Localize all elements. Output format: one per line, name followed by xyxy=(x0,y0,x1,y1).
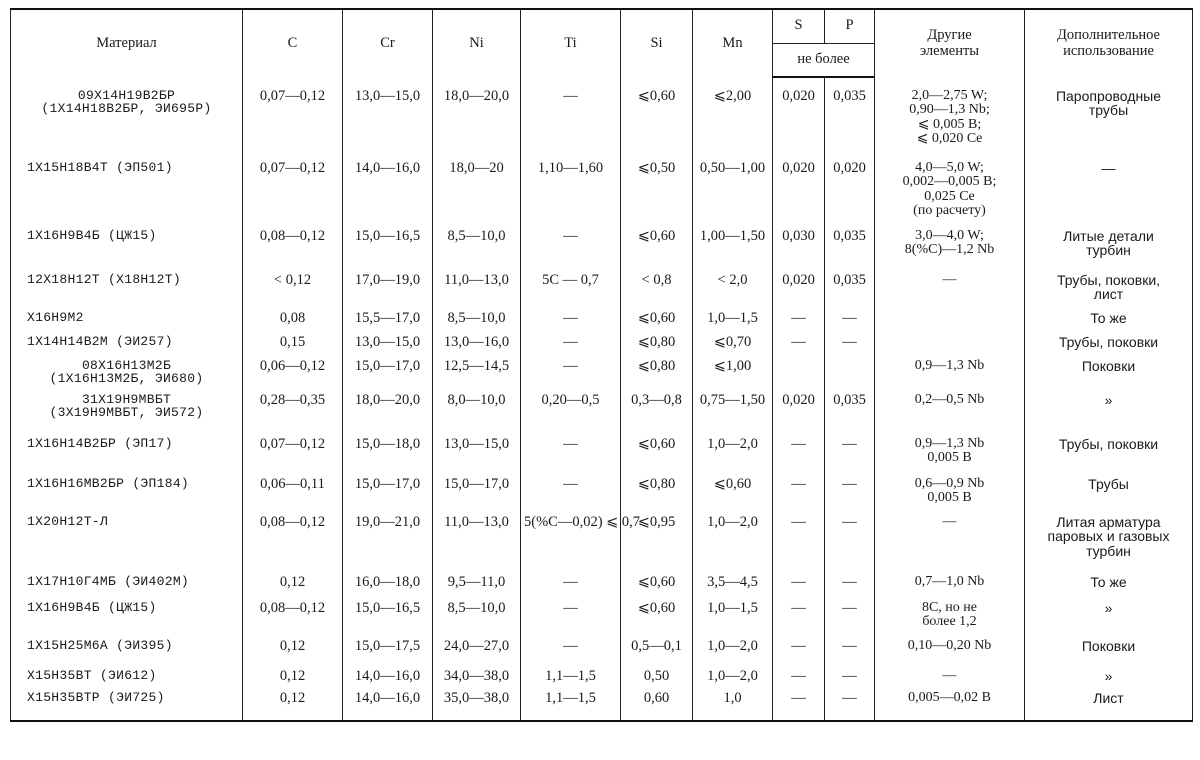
cell-c: 0,12 xyxy=(243,639,343,669)
cell-s: — xyxy=(773,669,825,691)
cell-p: 0,035 xyxy=(825,273,875,311)
cell-c: 0,07—0,12 xyxy=(243,161,343,229)
cell-mn: 1,0—1,5 xyxy=(693,601,773,639)
steel-composition-table-container xyxy=(10,8,1192,742)
cell-cr: 15,0—16,5 xyxy=(343,229,433,273)
cell-mn: 0,75—1,50 xyxy=(693,393,773,437)
cell-s: — xyxy=(773,311,825,335)
cell-material: 1Х15Н25М6А (ЭИ395) xyxy=(11,639,243,669)
cell-material: Х16Н9М2 xyxy=(11,311,243,335)
cell-s: 0,030 xyxy=(773,229,825,273)
cell-c: 0,15 xyxy=(243,335,343,359)
cell-p: — xyxy=(825,639,875,669)
cell-mn: ⩽1,00 xyxy=(693,359,773,393)
cell-additional-use: » xyxy=(1025,669,1193,691)
cell-p: — xyxy=(825,669,875,691)
cell-si: 0,5—0,1 xyxy=(621,639,693,669)
cell-additional-use: Литые детали турбин xyxy=(1025,229,1193,273)
cell-material: Х15Н35ВТ (ЭИ612) xyxy=(11,669,243,691)
cell-si: 0,60 xyxy=(621,691,693,721)
cell-cr: 15,0—17,0 xyxy=(343,477,433,515)
cell-ni: 24,0—27,0 xyxy=(433,639,521,669)
cell-c: 0,08—0,12 xyxy=(243,601,343,639)
cell-ni: 9,5—11,0 xyxy=(433,575,521,601)
cell-cr: 19,0—21,0 xyxy=(343,515,433,575)
cell-material: 1Х17Н10Г4МБ (ЭИ402М) xyxy=(11,575,243,601)
cell-p: 0,035 xyxy=(825,229,875,273)
cell-other-elements: 0,7—1,0 Nb xyxy=(875,575,1025,601)
cell-c: 0,07—0,12 xyxy=(243,89,343,161)
cell-other-elements: 0,005—0,02 B xyxy=(875,691,1025,721)
cell-cr: 14,0—16,0 xyxy=(343,161,433,229)
cell-other-elements: 8C, но не более 1,2 xyxy=(875,601,1025,639)
spacer-row xyxy=(11,77,1193,89)
table-row xyxy=(11,437,1193,477)
cell-ti: 5(%C—0,02) ⩽ 0,7 xyxy=(521,515,621,575)
cell-cr: 14,0—16,0 xyxy=(343,669,433,691)
cell-si: ⩽0,50 xyxy=(621,161,693,229)
cell-s: — xyxy=(773,601,825,639)
cell-cr: 16,0—18,0 xyxy=(343,575,433,601)
header-cr: Cr xyxy=(343,9,433,77)
cell-additional-use: То же xyxy=(1025,311,1193,335)
cell-ni: 18,0—20 xyxy=(433,161,521,229)
table-row xyxy=(11,311,1193,335)
cell-ti: — xyxy=(521,437,621,477)
table-row xyxy=(11,515,1193,575)
cell-additional-use: Поковки xyxy=(1025,639,1193,669)
cell-cr: 15,5—17,0 xyxy=(343,311,433,335)
cell-ni: 13,0—16,0 xyxy=(433,335,521,359)
cell-ti: 1,1—1,5 xyxy=(521,691,621,721)
cell-mn: 1,0—1,5 xyxy=(693,311,773,335)
cell-material: 1Х16Н9В4Б (ЦЖ15) xyxy=(11,601,243,639)
cell-ni: 8,0—10,0 xyxy=(433,393,521,437)
cell-material: 31Х19Н9МВБТ (3Х19Н9МВБТ, ЭИ572) xyxy=(11,393,243,437)
cell-si: ⩽0,60 xyxy=(621,89,693,161)
cell-s: — xyxy=(773,477,825,515)
table-row xyxy=(11,335,1193,359)
cell-si: ⩽0,80 xyxy=(621,477,693,515)
cell-other-elements: 0,6—0,9 Nb 0,005 B xyxy=(875,477,1025,515)
cell-ti: — xyxy=(521,575,621,601)
cell-c: < 0,12 xyxy=(243,273,343,311)
cell-mn: 1,0—2,0 xyxy=(693,437,773,477)
cell-ti: — xyxy=(521,601,621,639)
cell-material: 09Х14Н19В2БР (1Х14Н18В2БР, ЭИ695Р) xyxy=(11,89,243,161)
cell-mn: 0,50—1,00 xyxy=(693,161,773,229)
cell-other-elements: 0,9—1,3 Nb 0,005 B xyxy=(875,437,1025,477)
cell-ni: 18,0—20,0 xyxy=(433,89,521,161)
cell-s: — xyxy=(773,515,825,575)
cell-s: — xyxy=(773,335,825,359)
cell-ni: 8,5—10,0 xyxy=(433,311,521,335)
cell-other-elements: 2,0—2,75 W; 0,90—1,3 Nb; ⩽ 0,005 B; ⩽ 0,020 Ce xyxy=(875,89,1025,161)
cell-ti: — xyxy=(521,477,621,515)
table-row xyxy=(11,601,1193,639)
table-row xyxy=(11,359,1193,393)
table-row xyxy=(11,229,1193,273)
cell-s: 0,020 xyxy=(773,161,825,229)
cell-si: ⩽0,60 xyxy=(621,575,693,601)
cell-s: 0,020 xyxy=(773,89,825,161)
cell-mn: < 2,0 xyxy=(693,273,773,311)
cell-si: ⩽0,60 xyxy=(621,601,693,639)
cell-additional-use: Трубы, поковки, лист xyxy=(1025,273,1193,311)
cell-p: — xyxy=(825,515,875,575)
cell-material: 08Х16Н13М2Б (1Х16Н13М2Б, ЭИ680) xyxy=(11,359,243,393)
table-row xyxy=(11,669,1193,691)
cell-ni: 35,0—38,0 xyxy=(433,691,521,721)
cell-c: 0,12 xyxy=(243,669,343,691)
cell-other-elements: 0,2—0,5 Nb xyxy=(875,393,1025,437)
cell-ni: 11,0—13,0 xyxy=(433,273,521,311)
cell-other-elements: 3,0—4,0 W; 8(%C)—1,2 Nb xyxy=(875,229,1025,273)
cell-ti: 5C — 0,7 xyxy=(521,273,621,311)
header-si: Si xyxy=(621,9,693,77)
header-c: C xyxy=(243,9,343,77)
table-row xyxy=(11,639,1193,669)
header-s-p-subtitle: не более xyxy=(773,43,875,77)
header-s: S xyxy=(773,9,825,43)
cell-s: 0,020 xyxy=(773,393,825,437)
cell-c: 0,08 xyxy=(243,311,343,335)
steel-composition-table xyxy=(10,8,1193,722)
cell-additional-use: Трубы xyxy=(1025,477,1193,515)
cell-s xyxy=(773,359,825,393)
cell-p: 0,035 xyxy=(825,89,875,161)
cell-p: 0,035 xyxy=(825,393,875,437)
cell-ni: 11,0—13,0 xyxy=(433,515,521,575)
cell-si: 0,3—0,8 xyxy=(621,393,693,437)
cell-additional-use: » xyxy=(1025,601,1193,639)
table-row xyxy=(11,89,1193,161)
cell-mn: ⩽0,60 xyxy=(693,477,773,515)
cell-p xyxy=(825,359,875,393)
cell-additional-use: — xyxy=(1025,161,1193,229)
cell-p: 0,020 xyxy=(825,161,875,229)
cell-p: — xyxy=(825,691,875,721)
cell-additional-use: Поковки xyxy=(1025,359,1193,393)
cell-mn: 1,0—2,0 xyxy=(693,639,773,669)
cell-ti: — xyxy=(521,639,621,669)
cell-c: 0,06—0,11 xyxy=(243,477,343,515)
cell-additional-use: Литая арматура паровых и газовых турбин xyxy=(1025,515,1193,575)
cell-s: — xyxy=(773,437,825,477)
cell-cr: 14,0—16,0 xyxy=(343,691,433,721)
cell-material: 1Х15Н18В4Т (ЭП501) xyxy=(11,161,243,229)
cell-ni: 8,5—10,0 xyxy=(433,229,521,273)
header-p: P xyxy=(825,9,875,43)
table-row xyxy=(11,575,1193,601)
cell-mn: 1,0—2,0 xyxy=(693,669,773,691)
cell-c: 0,08—0,12 xyxy=(243,515,343,575)
cell-c: 0,12 xyxy=(243,575,343,601)
cell-additional-use: » xyxy=(1025,393,1193,437)
cell-material: 1Х16Н16МВ2БР (ЭП184) xyxy=(11,477,243,515)
cell-p: — xyxy=(825,601,875,639)
cell-cr: 17,0—19,0 xyxy=(343,273,433,311)
cell-s: — xyxy=(773,575,825,601)
cell-cr: 15,0—16,5 xyxy=(343,601,433,639)
cell-s: — xyxy=(773,691,825,721)
cell-other-elements: 4,0—5,0 W; 0,002—0,005 B; 0,025 Ce (по расчету) xyxy=(875,161,1025,229)
cell-si: ⩽0,60 xyxy=(621,311,693,335)
cell-ti: — xyxy=(521,229,621,273)
cell-ni: 12,5—14,5 xyxy=(433,359,521,393)
cell-mn: 1,0—2,0 xyxy=(693,515,773,575)
cell-material: 1Х16Н9В4Б (ЦЖ15) xyxy=(11,229,243,273)
cell-additional-use: Лист xyxy=(1025,691,1193,721)
cell-material: 1Х14Н14В2М (ЭИ257) xyxy=(11,335,243,359)
cell-s: — xyxy=(773,639,825,669)
cell-material: 12Х18Н12Т (Х18Н12Т) xyxy=(11,273,243,311)
cell-p: — xyxy=(825,575,875,601)
cell-si: ⩽0,95 xyxy=(621,515,693,575)
cell-si: ⩽0,60 xyxy=(621,229,693,273)
cell-p: — xyxy=(825,437,875,477)
table-row xyxy=(11,477,1193,515)
cell-cr: 13,0—15,0 xyxy=(343,89,433,161)
header-additional-use: Дополнительное использование xyxy=(1025,9,1193,77)
cell-si: ⩽0,80 xyxy=(621,335,693,359)
cell-mn: 3,5—4,5 xyxy=(693,575,773,601)
table-body xyxy=(11,77,1193,721)
cell-material: 1Х20Н12Т-Л xyxy=(11,515,243,575)
cell-cr: 13,0—15,0 xyxy=(343,335,433,359)
cell-other-elements: 0,9—1,3 Nb xyxy=(875,359,1025,393)
cell-other-elements xyxy=(875,335,1025,359)
cell-ni: 15,0—17,0 xyxy=(433,477,521,515)
cell-mn: 1,0 xyxy=(693,691,773,721)
cell-cr: 15,0—17,0 xyxy=(343,359,433,393)
cell-c: 0,07—0,12 xyxy=(243,437,343,477)
cell-ti: — xyxy=(521,359,621,393)
cell-material: Х15Н35ВТР (ЭИ725) xyxy=(11,691,243,721)
cell-other-elements: — xyxy=(875,515,1025,575)
cell-c: 0,08—0,12 xyxy=(243,229,343,273)
cell-c: 0,28—0,35 xyxy=(243,393,343,437)
cell-mn: ⩽0,70 xyxy=(693,335,773,359)
cell-ti: — xyxy=(521,311,621,335)
cell-p: — xyxy=(825,335,875,359)
cell-s: 0,020 xyxy=(773,273,825,311)
table-row xyxy=(11,393,1193,437)
cell-si: ⩽0,60 xyxy=(621,437,693,477)
cell-other-elements: — xyxy=(875,669,1025,691)
cell-ni: 34,0—38,0 xyxy=(433,669,521,691)
cell-ti: 1,10—1,60 xyxy=(521,161,621,229)
cell-cr: 18,0—20,0 xyxy=(343,393,433,437)
table-header xyxy=(11,9,1193,77)
cell-other-elements: — xyxy=(875,273,1025,311)
table-row xyxy=(11,691,1193,721)
cell-additional-use: Трубы, поковки xyxy=(1025,437,1193,477)
cell-si: 0,50 xyxy=(621,669,693,691)
cell-si: < 0,8 xyxy=(621,273,693,311)
cell-other-elements xyxy=(875,311,1025,335)
cell-ni: 13,0—15,0 xyxy=(433,437,521,477)
cell-ti: 0,20—0,5 xyxy=(521,393,621,437)
cell-c: 0,06—0,12 xyxy=(243,359,343,393)
cell-p: — xyxy=(825,311,875,335)
header-other-elements: Другие элементы xyxy=(875,9,1025,77)
cell-other-elements: 0,10—0,20 Nb xyxy=(875,639,1025,669)
cell-ti: 1,1—1,5 xyxy=(521,669,621,691)
cell-si: ⩽0,80 xyxy=(621,359,693,393)
header-mn: Mn xyxy=(693,9,773,77)
cell-ti: — xyxy=(521,335,621,359)
cell-p: — xyxy=(825,477,875,515)
table-row xyxy=(11,273,1193,311)
header-ti: Ti xyxy=(521,9,621,77)
cell-ti: — xyxy=(521,89,621,161)
cell-additional-use: Паропроводные трубы xyxy=(1025,89,1193,161)
cell-cr: 15,0—17,5 xyxy=(343,639,433,669)
cell-additional-use: Трубы, поковки xyxy=(1025,335,1193,359)
table-row xyxy=(11,161,1193,229)
cell-cr: 15,0—18,0 xyxy=(343,437,433,477)
cell-mn: 1,00—1,50 xyxy=(693,229,773,273)
cell-material: 1Х16Н14В2БР (ЭП17) xyxy=(11,437,243,477)
cell-mn: ⩽2,00 xyxy=(693,89,773,161)
header-material: Материал xyxy=(11,9,243,77)
cell-ni: 8,5—10,0 xyxy=(433,601,521,639)
header-ni: Ni xyxy=(433,9,521,77)
cell-c: 0,12 xyxy=(243,691,343,721)
cell-additional-use: То же xyxy=(1025,575,1193,601)
